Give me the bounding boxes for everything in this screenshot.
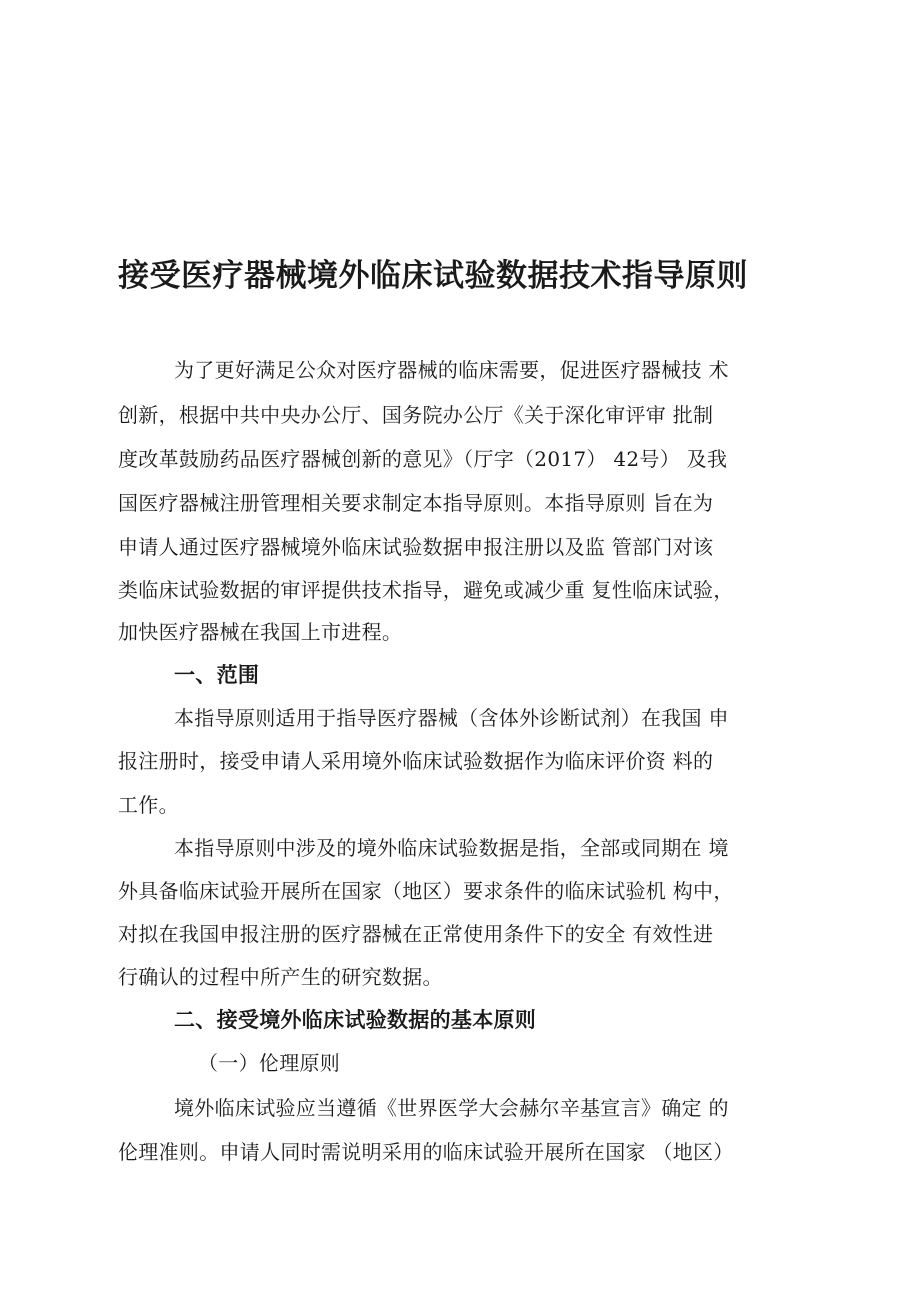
section-heading-principles: 二、接受境外临床试验数据的基本原则 [174,1008,537,1032]
scope-paragraph-line: 报注册时，接受申请人采用境外临床试验数据作为临床评价资 料的 [118,749,714,773]
intro-line: 加快医疗器械在我国上市进程。 [118,620,403,644]
intro-line: 创新，根据中共中央办公厅、国务院办公厅《关于深化审评审 批制 [118,403,714,427]
intro-line: 度改革鼓励药品医疗器械创新的意见》（厅字（2017） 42号） 及我 [118,447,728,471]
document-title: 接受医疗器械境外临床试验数据技术指导原则 [118,258,748,294]
definition-paragraph-line: 对拟在我国申报注册的医疗器械在正常使用条件下的安全 有效性进 [118,922,714,946]
ethics-paragraph-line: 伦理准则。申请人同时需说明采用的临床试验开展所在国家 （地区） [118,1140,734,1164]
subsection-heading-ethics: （一）伦理原则 [198,1051,341,1075]
scope-paragraph-line: 本指导原则适用于指导医疗器械（含体外诊断试剂）在我国 申 [174,706,729,730]
intro-line: 申请人通过医疗器械境外临床试验数据申报注册以及监 管部门对该 [118,535,714,559]
definition-paragraph-line: 外具备临床试验开展所在国家（地区）要求条件的临床试验机 构中， [118,879,734,903]
intro-line: 国医疗器械注册管理相关要求制定本指导原则。本指导原则 旨在为 [118,491,714,515]
section-heading-scope: 一、范围 [174,663,260,687]
scope-paragraph-line: 工作。 [118,793,179,817]
definition-paragraph-line: 行确认的过程中所产生的研究数据。 [118,965,443,989]
ethics-paragraph-line: 境外临床试验应当遵循《世界医学大会赫尔辛基宣言》确定 的 [174,1096,729,1120]
intro-line: 为了更好满足公众对医疗器械的临床需要，促进医疗器械技 术 [174,358,729,382]
intro-line: 类临床试验数据的审评提供技术指导，避免或减少重 复性临床试验， [118,578,734,602]
definition-paragraph-line: 本指导原则中涉及的境外临床试验数据是指，全部或同期在 境 [174,836,729,860]
